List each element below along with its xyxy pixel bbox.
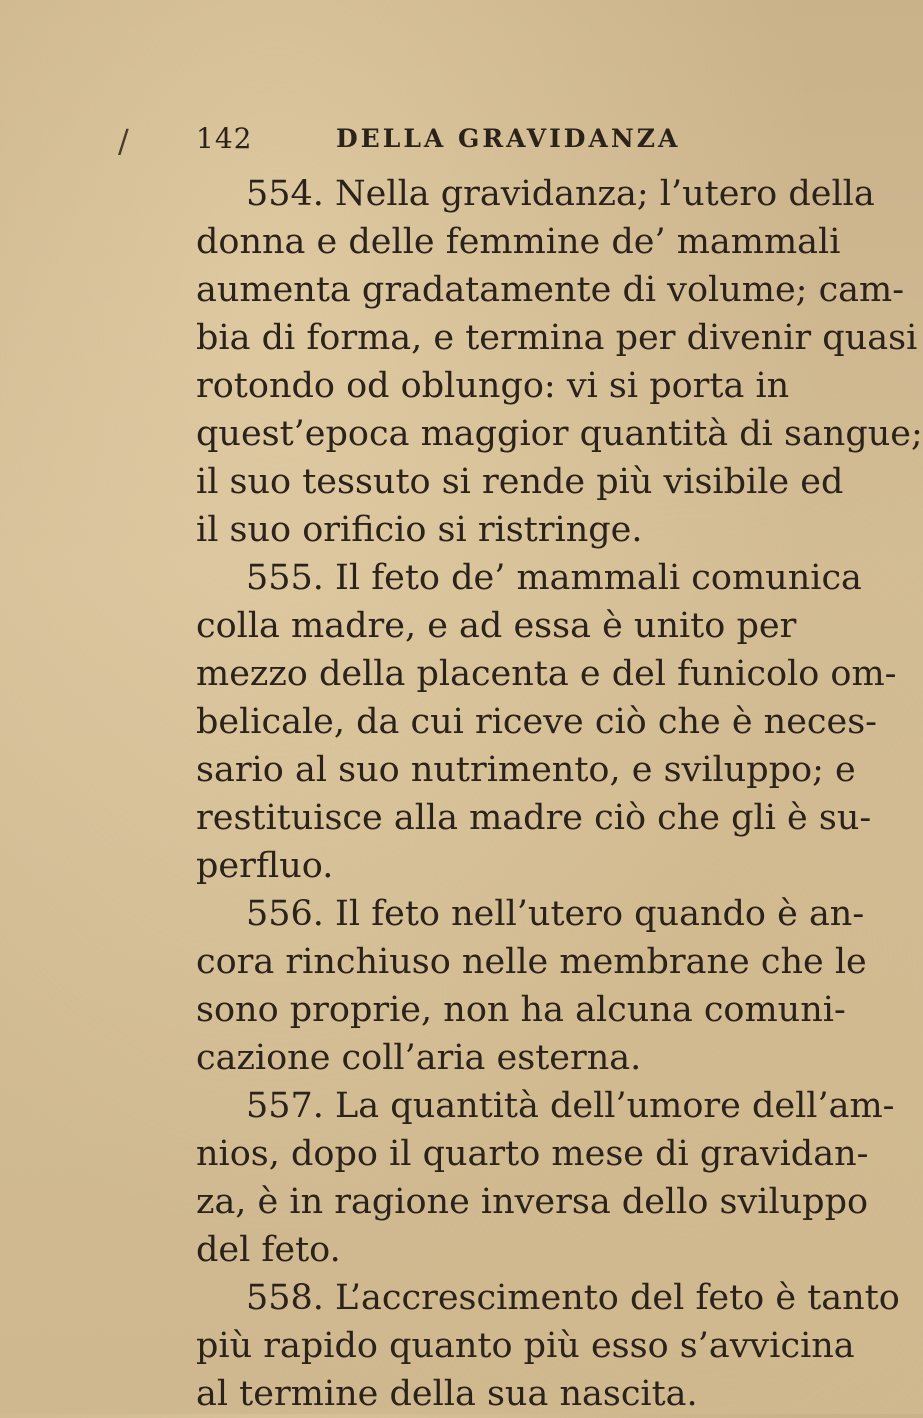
text-line: cora rinchiuso nelle membrane che le [196, 942, 867, 982]
text-line: nios, dopo il quarto mese di gravidan- [196, 1134, 869, 1174]
text-line: cazione coll’aria esterna. [196, 1038, 642, 1078]
text-line: 556. Il feto nell’utero quando è an- [246, 894, 865, 934]
text-line: 554. Nella gravidanza; l’utero della [246, 174, 875, 214]
text-line: za, è in ragione inversa dello sviluppo [196, 1182, 869, 1222]
text-line: 555. Il feto de’ mammali comunica [246, 558, 862, 598]
text-line: restituisce alla madre ciò che gli è su- [196, 798, 872, 838]
running-header [196, 122, 756, 162]
text-line: mezzo della placenta e del funicolo om- [196, 654, 897, 694]
text-line: il suo orificio si ristringe. [196, 510, 643, 550]
text-line: perfluo. [196, 846, 334, 886]
margin-mark: / [118, 122, 129, 160]
text-line: sario al suo nutrimento, e sviluppo; e [196, 750, 856, 790]
text-line: più rapido quanto più esso s’avvicina [196, 1326, 855, 1366]
running-title: DELLA GRAVIDANZA [336, 124, 681, 153]
text-line: 558. L’accrescimento del feto è tanto [246, 1278, 900, 1318]
text-line: del feto. [196, 1230, 341, 1270]
page-number: 142 [196, 122, 253, 155]
text-line: belicale, da cui riceve ciò che è neces- [196, 702, 878, 742]
text-line: 557. La quantità dell’umore dell’am- [246, 1086, 895, 1126]
text-line: sono proprie, non ha alcuna comuni- [196, 990, 846, 1030]
text-line: donna e delle femmine de’ mammali [196, 222, 841, 262]
text-line: bia di forma, e termina per divenir quasi [196, 318, 918, 358]
text-line: il suo tessuto si rende più visibile ed [196, 462, 844, 502]
body-text [196, 170, 923, 1418]
text-line: rotondo od oblungo: vi si porta in [196, 366, 790, 406]
text-line: al termine della sua nascita. [196, 1374, 698, 1414]
text-line: quest’epoca maggior quantità di sangue; [196, 414, 923, 454]
text-line: colla madre, e ad essa è unito per [196, 606, 797, 646]
text-line: aumenta gradatamente di volume; cam- [196, 270, 905, 310]
